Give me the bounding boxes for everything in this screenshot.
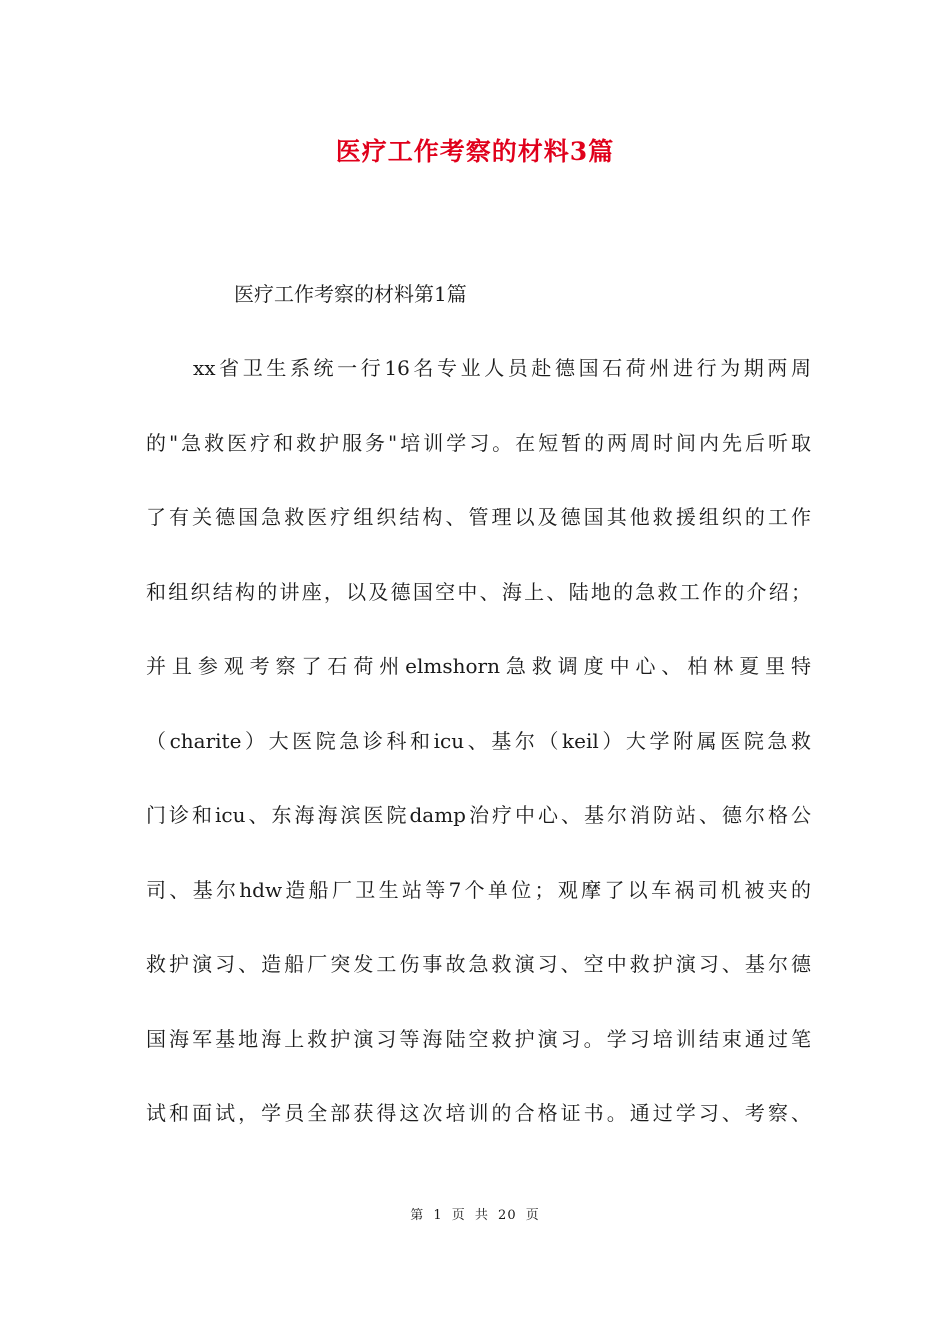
section-heading: 医疗工作考察的材料第1篇 — [234, 282, 467, 306]
paragraph-line: 并且参观考察了石荷州elmshorn急救调度中心、柏林夏里特 — [146, 654, 811, 678]
paragraph-line: 和组织结构的讲座，以及德国空中、海上、陆地的急救工作的介绍； — [146, 579, 811, 604]
body-paragraph — [146, 348, 811, 1168]
page-footer: 第 1 页 共 20 页 — [410, 1208, 540, 1223]
paragraph-line: 司、基尔hdw造船厂卫生站等7个单位；观摩了以车祸司机被夹的 — [146, 877, 811, 902]
paragraph-line: 了有关德国急救医疗组织结构、管理以及德国其他救援组织的工作 — [146, 505, 811, 529]
paragraph-line: 门诊和icu、东海海滨医院damp治疗中心、基尔消防站、德尔格公 — [146, 803, 811, 827]
paragraph-line: 救护演习、造船厂突发工伤事故急救演习、空中救护演习、基尔德 — [146, 952, 811, 976]
paragraph-line: 试和面试，学员全部获得这次培训的合格证书。通过学习、考察、 — [146, 1101, 811, 1125]
paragraph-line: 的"急救医疗和救护服务"培训学习。在短暂的两周时间内先后听取 — [146, 430, 811, 455]
paragraph-line: （charite）大医院急诊科和icu、基尔（keil）大学附属医院急救 — [146, 728, 811, 753]
paragraph-line: xx省卫生系统一行16名专业人员赴德国石荷州进行为期两周 — [193, 356, 811, 380]
paragraph-line: 国海军基地海上救护演习等海陆空救护演习。学习培训结束通过笔 — [146, 1026, 811, 1051]
document-title: 医疗工作考察的材料3篇 — [335, 137, 615, 166]
